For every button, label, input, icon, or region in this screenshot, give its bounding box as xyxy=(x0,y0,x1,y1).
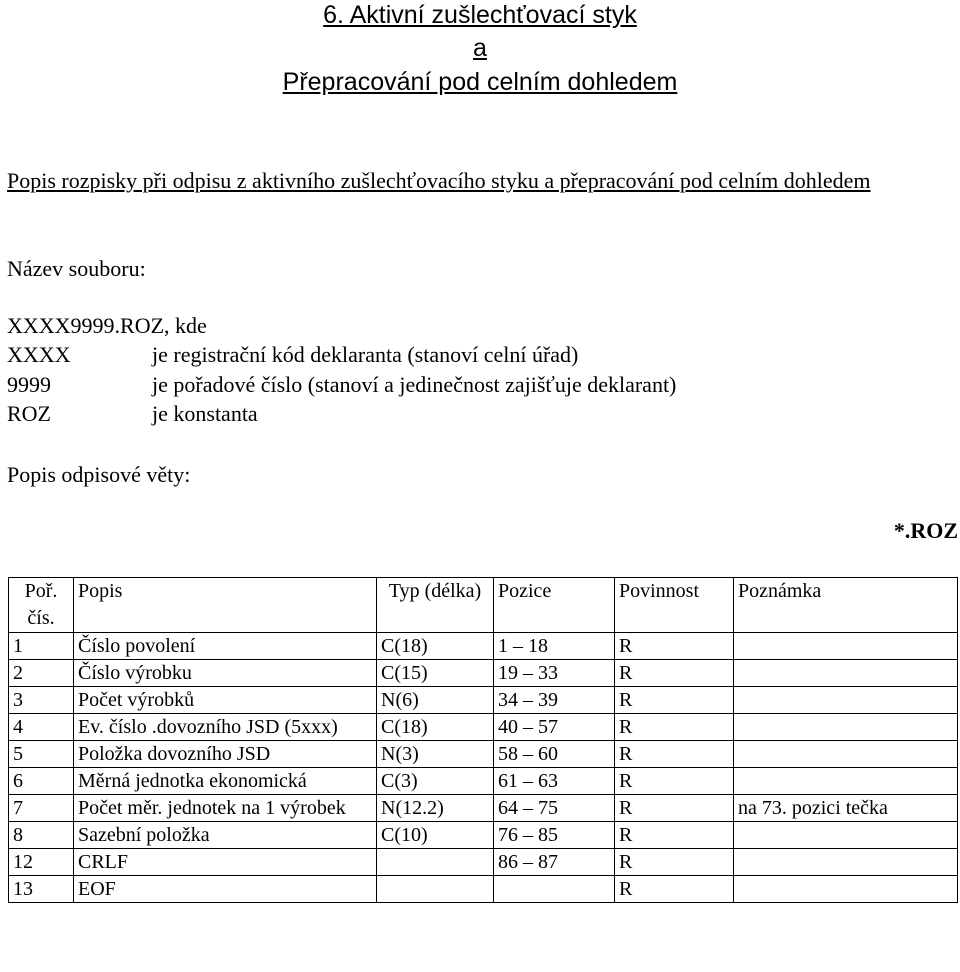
table-row xyxy=(9,768,958,795)
row-number: 8 xyxy=(9,822,74,849)
row-description: Sazební položka xyxy=(74,822,377,849)
row-note xyxy=(734,714,958,741)
row-type xyxy=(377,876,494,903)
row-note xyxy=(734,633,958,660)
row-description: Číslo povolení xyxy=(74,633,377,660)
row-number: 12 xyxy=(9,849,74,876)
row-number: 3 xyxy=(9,687,74,714)
row-mandatory: R xyxy=(615,795,734,822)
table-header-row xyxy=(9,578,958,633)
header-type: Typ (délka) xyxy=(377,578,494,633)
row-number: 4 xyxy=(9,714,74,741)
document-subtitle: Přepracování pod celním dohledem xyxy=(282,68,678,96)
filename-pattern: XXXX9999.ROZ, kde xyxy=(7,313,207,338)
row-description: Číslo výrobku xyxy=(74,660,377,687)
row-mandatory: R xyxy=(615,849,734,876)
row-mandatory: R xyxy=(615,633,734,660)
row-mandatory: R xyxy=(615,687,734,714)
row-note: na 73. pozici tečka xyxy=(734,795,958,822)
definition-key: ROZ xyxy=(7,401,51,426)
section-heading: Popis rozpisky při odpisu z aktivního zušlechťovacího styku a přepracování pod celním dohledem xyxy=(7,168,871,193)
row-type: C(3) xyxy=(377,768,494,795)
row-description: CRLF xyxy=(74,849,377,876)
row-type: C(18) xyxy=(377,714,494,741)
row-position xyxy=(494,876,615,903)
row-note xyxy=(734,876,958,903)
row-position: 40 – 57 xyxy=(494,714,615,741)
row-mandatory: R xyxy=(615,660,734,687)
row-type: C(15) xyxy=(377,660,494,687)
row-number: 6 xyxy=(9,768,74,795)
row-note xyxy=(734,660,958,687)
definition-value: je registrační kód deklaranta (stanoví celní úřad) xyxy=(152,342,579,367)
row-note xyxy=(734,849,958,876)
row-mandatory: R xyxy=(615,741,734,768)
table-row xyxy=(9,687,958,714)
row-type xyxy=(377,849,494,876)
record-label: Popis odpisové věty: xyxy=(7,462,191,487)
row-position: 58 – 60 xyxy=(494,741,615,768)
row-position: 1 – 18 xyxy=(494,633,615,660)
row-number: 1 xyxy=(9,633,74,660)
row-description: Měrná jednotka ekonomická xyxy=(74,768,377,795)
row-number: 2 xyxy=(9,660,74,687)
table-row xyxy=(9,660,958,687)
definition-key: 9999 xyxy=(7,372,51,397)
row-position: 76 – 85 xyxy=(494,822,615,849)
header-number: Poř. čís. xyxy=(9,578,74,633)
row-number: 5 xyxy=(9,741,74,768)
row-position: 86 – 87 xyxy=(494,849,615,876)
table-row xyxy=(9,633,958,660)
table-row xyxy=(9,795,958,822)
row-position: 19 – 33 xyxy=(494,660,615,687)
document-title: 6. Aktivní zušlechťovací styk xyxy=(323,1,637,29)
row-position: 64 – 75 xyxy=(494,795,615,822)
row-note xyxy=(734,768,958,795)
row-type: N(12.2) xyxy=(377,795,494,822)
table-row xyxy=(9,822,958,849)
table-row xyxy=(9,849,958,876)
row-description: Počet výrobků xyxy=(74,687,377,714)
row-note xyxy=(734,687,958,714)
definition-value: je konstanta xyxy=(152,401,258,426)
row-note xyxy=(734,822,958,849)
file-suffix: *.ROZ xyxy=(893,518,958,543)
row-mandatory: R xyxy=(615,822,734,849)
row-type: N(6) xyxy=(377,687,494,714)
table-row xyxy=(9,876,958,903)
row-description: Ev. číslo .dovozního JSD (5xxx) xyxy=(74,714,377,741)
row-description: Položka dovozního JSD xyxy=(74,741,377,768)
row-mandatory: R xyxy=(615,768,734,795)
row-note xyxy=(734,741,958,768)
table-row xyxy=(9,714,958,741)
table-row xyxy=(9,741,958,768)
row-mandatory: R xyxy=(615,714,734,741)
header-description: Popis xyxy=(74,578,377,633)
row-position: 34 – 39 xyxy=(494,687,615,714)
header-position: Pozice xyxy=(494,578,615,633)
header-mandatory: Povinnost xyxy=(615,578,734,633)
row-description: Počet měr. jednotek na 1 výrobek xyxy=(74,795,377,822)
row-type: C(10) xyxy=(377,822,494,849)
row-mandatory: R xyxy=(615,876,734,903)
row-number: 13 xyxy=(9,876,74,903)
header-note: Poznámka xyxy=(734,578,958,633)
row-position: 61 – 63 xyxy=(494,768,615,795)
row-type: N(3) xyxy=(377,741,494,768)
title-conjunction: a xyxy=(473,34,487,62)
record-table xyxy=(8,577,958,903)
row-number: 7 xyxy=(9,795,74,822)
definition-value: je pořadové číslo (stanoví a jedinečnost zajišťuje deklarant) xyxy=(152,372,677,397)
row-description: EOF xyxy=(74,876,377,903)
filename-label: Název souboru: xyxy=(7,256,146,281)
definition-key: XXXX xyxy=(7,342,71,367)
row-type: C(18) xyxy=(377,633,494,660)
